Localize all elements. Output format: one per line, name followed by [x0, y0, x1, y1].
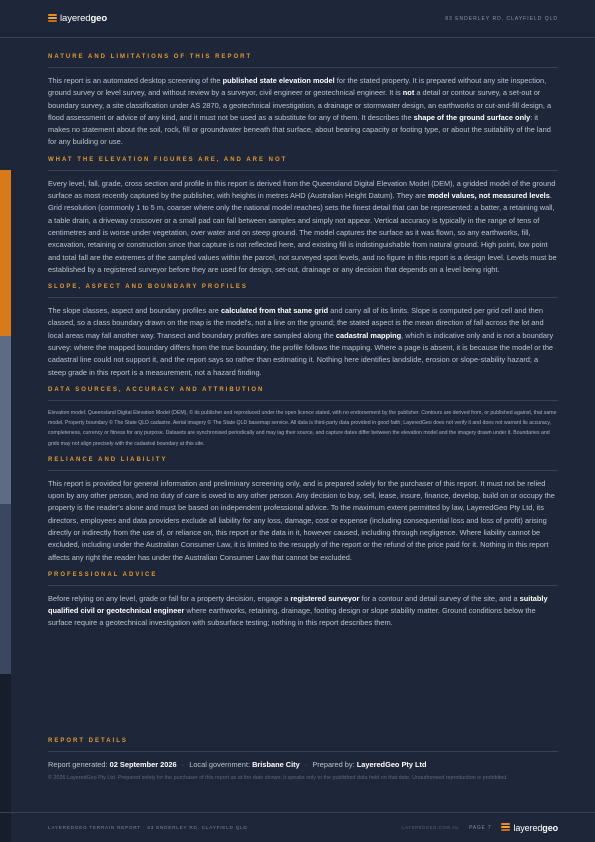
section	[48, 284, 558, 379]
page-header	[0, 0, 595, 38]
report-details-line: Report generated: 02 September 2026 · Local government: Brisbane City · Prepared by: LayeredGeo Pty Ltd	[48, 760, 427, 769]
edge-bar-orange	[0, 170, 11, 336]
section-title: PROFESSIONAL ADVICE	[48, 572, 558, 586]
section-title: RELIANCE AND LIABILITY	[48, 457, 558, 471]
section-title: NATURE AND LIMITATIONS OF THIS REPORT	[48, 54, 558, 68]
section-title: WHAT THE ELEVATION FIGURES ARE, AND ARE NOT	[48, 157, 558, 171]
footer-right	[402, 823, 558, 833]
section	[48, 572, 558, 630]
footer-logo	[501, 823, 558, 833]
section-paragraph: Elevation model: Queensland Digital Elevation Model (DEM), © its publisher and reproduced under the open licence stated, with no endorsement by the publisher. Contours are derived from, or published against, that same model. Property boundary © The State QLD cadastre. Aerial imagery © The State QLD basemap service. All data is third-party data provided in good faith; LayeredGeo does not verify it and does not warrant its accuracy, completeness, currency or fitness for any purpose. Datasets are synchronised periodically and may lag their source, and capture dates differ between the elevation model and the imagery drawn under it. Boundaries and grids may not align precisely with the cadastral boundary at this site.	[48, 409, 557, 447]
footer-report-title: LAYEREDGEO TERRAIN REPORT · 83 ENDERLEY RD, CLAYFIELD QLD	[48, 825, 248, 830]
logo-text: layeredgeo	[60, 13, 108, 24]
section-paragraph: The slope classes, aspect and boundary profiles are calculated from that same grid and carry all of its limits. Slope is computed per grid cell and then classed, so a class boundary drawn on the map is the model's, not a line on the ground; the stated aspect is the mean direction of fall across the lot and local areas may fall another way. Transect and boundary profiles are sampled along the cadastral mapping, which is indicative only and is not a boundary survey: where the mapped boundary differs from the true boundary, the profile follows the mapping. Where a page is absent, it is because the model or the cadastral line could not support it, and the report says so rather than estimating it. Nothing here identifies landslide, erosion or slope-stability hazard; a steep grade in this report is a measurement, not a hazard finding.	[48, 306, 554, 377]
footer-url: LAYEREDGEO.COM.AU	[402, 825, 459, 830]
page-footer	[0, 812, 595, 842]
report-generated-date: 02 September 2026	[109, 760, 177, 769]
footer-logo-text: layeredgeo	[513, 822, 558, 833]
section-title: SLOPE, ASPECT AND BOUNDARY PROFILES	[48, 284, 558, 298]
header-address: 83 ENDERLEY RD, CLAYFIELD QLD	[445, 15, 558, 22]
report-details	[48, 738, 558, 785]
section	[48, 457, 558, 564]
section-paragraph: This report is provided for general information and preliminary screening only, and is prepared solely for the purchaser of this report. It must not be relied upon by any other person, and no duty of care is owed to any other person. Any decision to buy, sell, lease, insure, finance, develop, build on or occupy the property is the reader's alone and must be based on independent professional advice. To the maximum extent permitted by law, LayeredGeo Pty Ltd, its directors, employees and data providers exclude all liability for any loss, damage, cost or expense (including consequential loss and loss of profit) arising directly or indirectly from the use of, or reliance on, this report or the data in it, however caused, including through negligence. Where liability cannot be excluded, including under the Australian Consumer Law, it is limited to the resupply of the report or the refund of the price paid for it. Nothing in this report affects any right the reader has under the Australian Consumer Law that cannot be excluded.	[48, 478, 555, 562]
page-number: PAGE 7	[468, 824, 492, 831]
section-paragraph: This report is an automated desktop screening of the published state elevation model for the stated property. It is prepared without any site inspection, ground survey or level survey, and without review by a surveyor, civil engineer or geotechnical engineer. It is not a detail or contour survey, a set-out or boundary survey, a site classification under AS 2870, a geotechnical investigation, a drainage or stormwater design, an earthworks or cut-and-fill design, a flood assessment or advice of any kind, and it must not be used as a substitute for any of them. It describes the shape of the ground surface only: it makes no statement about the soil, rock, fill or groundwater beneath that surface, about bearing capacity or footing type, or about the suitability of the land for any building or use.	[48, 76, 552, 147]
prepared-by: LayeredGeo Pty Ltd	[356, 760, 427, 769]
section	[48, 157, 558, 276]
section	[48, 54, 558, 149]
copyright-notice: © 2026 LayeredGeo Pty Ltd. Prepared solely for the purchaser of this report as at the date shown; it speaks only to the published data held on that date. Unauthorised reproduction is prohibited.	[48, 775, 508, 781]
section-paragraph: Before relying on any level, grade or fall for a property decision, engage a registered surveyor for a contour and detail survey of the site, and a suitably qualified civil or geotechnical engineer where earthworks, retaining, drainage, footing design or slope stability matter. Ground conditions below the surface require a geotechnical investigation with subsurface testing; nothing in this report describes them.	[48, 593, 548, 628]
edge-bar-dark-slate	[0, 504, 11, 674]
logo	[48, 13, 107, 24]
layers-icon	[501, 823, 510, 832]
layers-icon	[48, 14, 57, 23]
edge-bar-slate	[0, 336, 11, 504]
section-title: DATA SOURCES, ACCURACY AND ATTRIBUTION	[48, 387, 558, 401]
section-paragraph: Every level, fall, grade, cross section and profile in this report is derived from the Queensland Digital Elevation Model (DEM), a gridded model of the ground surface as most recently captured by the publisher, with heights in metres AHD (Australian Height Datum). They are model values, not measured levels. Grid resolution (commonly 1 to 5 m, coarser where only the national model reaches) sets the finest detail that can be represented: a batter, a retaining wall, a table drain, a driveway crossover or a small pad can fall between samples and simply not appear. Vertical accuracy is typically in the range of tens of centimetres and is worse under vegetation, over water and on steep ground. The model captures the surface as it was flown, so any earthworks, fill, excavation, retaining or construction since that capture is not reflected here, and existing fill is indistinguishable from natural ground. High point, low point and total fall are the extremes of the sampled values within the parcel, not surveyed spot levels, and no figure in this report is a design level. Levels must be established by a registered surveyor before they are used for design, set-out, drainage or any decision that depends on a level being right.	[48, 178, 557, 274]
report-content	[48, 54, 558, 638]
section	[48, 387, 558, 449]
report-details-title: REPORT DETAILS	[48, 738, 558, 752]
local-government: Brisbane City	[252, 760, 300, 769]
